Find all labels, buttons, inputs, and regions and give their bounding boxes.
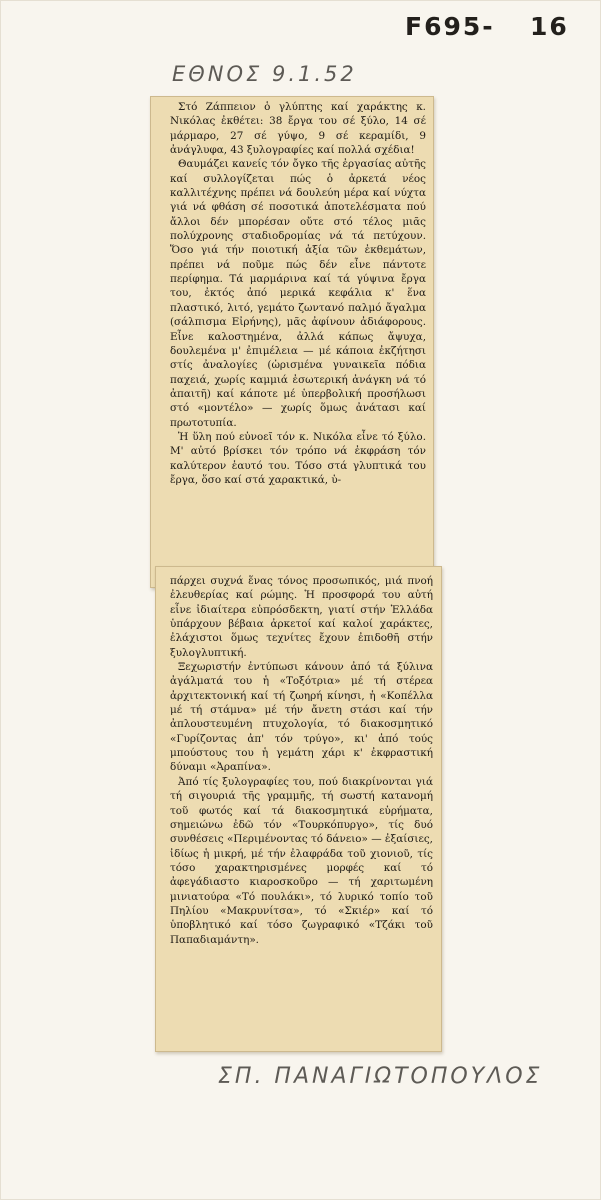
source-date-annotation: ΕΘΝΟΣ 9.1.52 [172,62,357,86]
article-paragraph: Ἡ ὕλη πού εὐνοεῖ τόν κ. Νικόλα εἶνε τό ξύλο. Μ' αὐτό βρίσκει τόν τρόπο νά ἐκφράση τόν καλύτερον ἑαυτό του. Τόσο στά γλυπτικά του ἔργα, ὅσο καί στά χαρακτικά, ὑ- [170,430,426,486]
archive-code-annotation: F695- [405,12,495,41]
article-paragraph: Στό Ζάππειον ὁ γλύπτης καί χαράκτης κ. Νικόλας ἐκθέτει: 38 ἔργα του σέ ξύλο, 14 σέ μάρμαρο, 27 σέ γύψο, 9 σέ κεραμίδι, 9 ἀνάγλυφα, 43 ξυλογραφίες καί πολλά σχέδια! [170,101,426,157]
article-column-part2 [170,574,433,947]
sheet-number-annotation: 16 [530,12,569,41]
article-column-part1 [170,100,426,487]
article-paragraph: Θαυμάζει κανείς τόν ὄγκο τῆς ἐργασίας αὐτῆς καί συλλογίζεται πώς ὁ ἀρκετά νέος καλλιτέχνης πρέπει νά δουλεύη μέρα καί νύχτα γιά νά φθάση σέ ποσοτικά ἀποτελέσματα πού ἄλλοι δέν μπορέσαν οὔτε στό τέλος μιᾶς πολύχρονης σταδιοδρομίας νά τά πετύχουν. Ὅσο γιά τήν ποιοτική ἀξία τῶν ἐκθεμάτων, πρέπει νά ποῦμε πώς δέν εἶνε πάντοτε περίφημα. Τά μαρμάρινα καί τά γύψινα ἔργα του, ἐκτός ἀπό μερικά κεφάλια κ' ἕνα πλαστικό, λιτό, γεμάτο ζωντανό παλμό ἄγαλμα (σάλπισμα Εἰρήνης), μᾶς ἀφίνουν ἀδιάφορους. Εἶνε καλοστημένα, ἀλλά κάπως ἄψυχα, δουλεμένα μ' ἐπιμέλεια — μέ κάποια ἐκζήτησι στίς ἀναλογίες (ὡρισμένα γυναικεῖα πόδια παχειά, χωρίς καμμιά ἐσωτερική ἀνάγκη νά τό ἀπαιτῆ) καί κάποτε μέ ὑπερβολική προσήλωσι στό «μοντέλο» — χωρίς ὅμως ἀνάτασι καί πρωτοτυπία. [170,158,426,429]
article-paragraph: Ἀπό τίς ξυλογραφίες του, πού διακρίνονται γιά τή σιγουριά τῆς γραμμῆς, τή σωστή κατανομή τοῦ φωτός καί τά διακοσμητικά εὑρήματα, σημειώνω ἐδῶ τόν «Τουρκόπυργο», τίς δυό συνθέσεις «Περιμένοντας τό δάνειο» — ἐξαίσιες, ἰδίως ἡ μικρή, μέ τήν ἐλαφράδα τοῦ χιονιοῦ, τίς τόσο χαρακτηρισμένες μορφές καί τό ἀφεγάδιαστο κιαροσκοῦρο — τή χαριτωμένη μινιατούρα «Τό πουλάκι», τό λυρικό τοπίο τοῦ Πηλίου «Μακρυνίτσα», τό «Σκιέρ» καί τό ὑποβλητικό καί τόσο ζωγραφικό «Τζάκι τοῦ Παπαδιαμάντη». [170,775,433,946]
signature-annotation: ΣΠ. ΠΑΝΑΓΙΩΤΟΠΟΥΛΟΣ [218,1064,543,1089]
article-paragraph: Ξεχωριστήν ἐντύπωσι κάνουν ἀπό τά ξύλινα ἀγάλματά του ἡ «Τοξότρια» μέ τή στέρεα ἀρχιτεκτονική καί τή ζωηρή κίνησι, ἡ «Κοπέλλα μέ τή στάμνα» μέ τήν ἄνετη στάσι καί τήν ἀπλουστευμένη πτυχολογία, τό διακοσμητικό «Γυρίζοντας ἀπ' τόν τρύγο», κι' ἀπό τούς μπούστους του ἡ γεμάτη χάρι κ' ἐκφραστική δύναμι «Ἀραπίνα». [170,661,433,774]
article-paragraph: πάρχει συχνά ἕνας τόνος προσωπικός, μιά πνοή ἐλευθερίας καί ρώμης. Ἡ προσφορά του αὐτή εἶνε ἰδιαίτερα εὐπρόσδεκτη, γιατί στήν Ἑλλάδα ὑπάρχουν βέβαια ἀρκετοί καί καλοί χαράκτες, ἐλάχιστοι ὅμως τεχνίτες ἔχουν ἐπιδοθῆ στήν ξυλογλυπτική. [170,575,433,659]
